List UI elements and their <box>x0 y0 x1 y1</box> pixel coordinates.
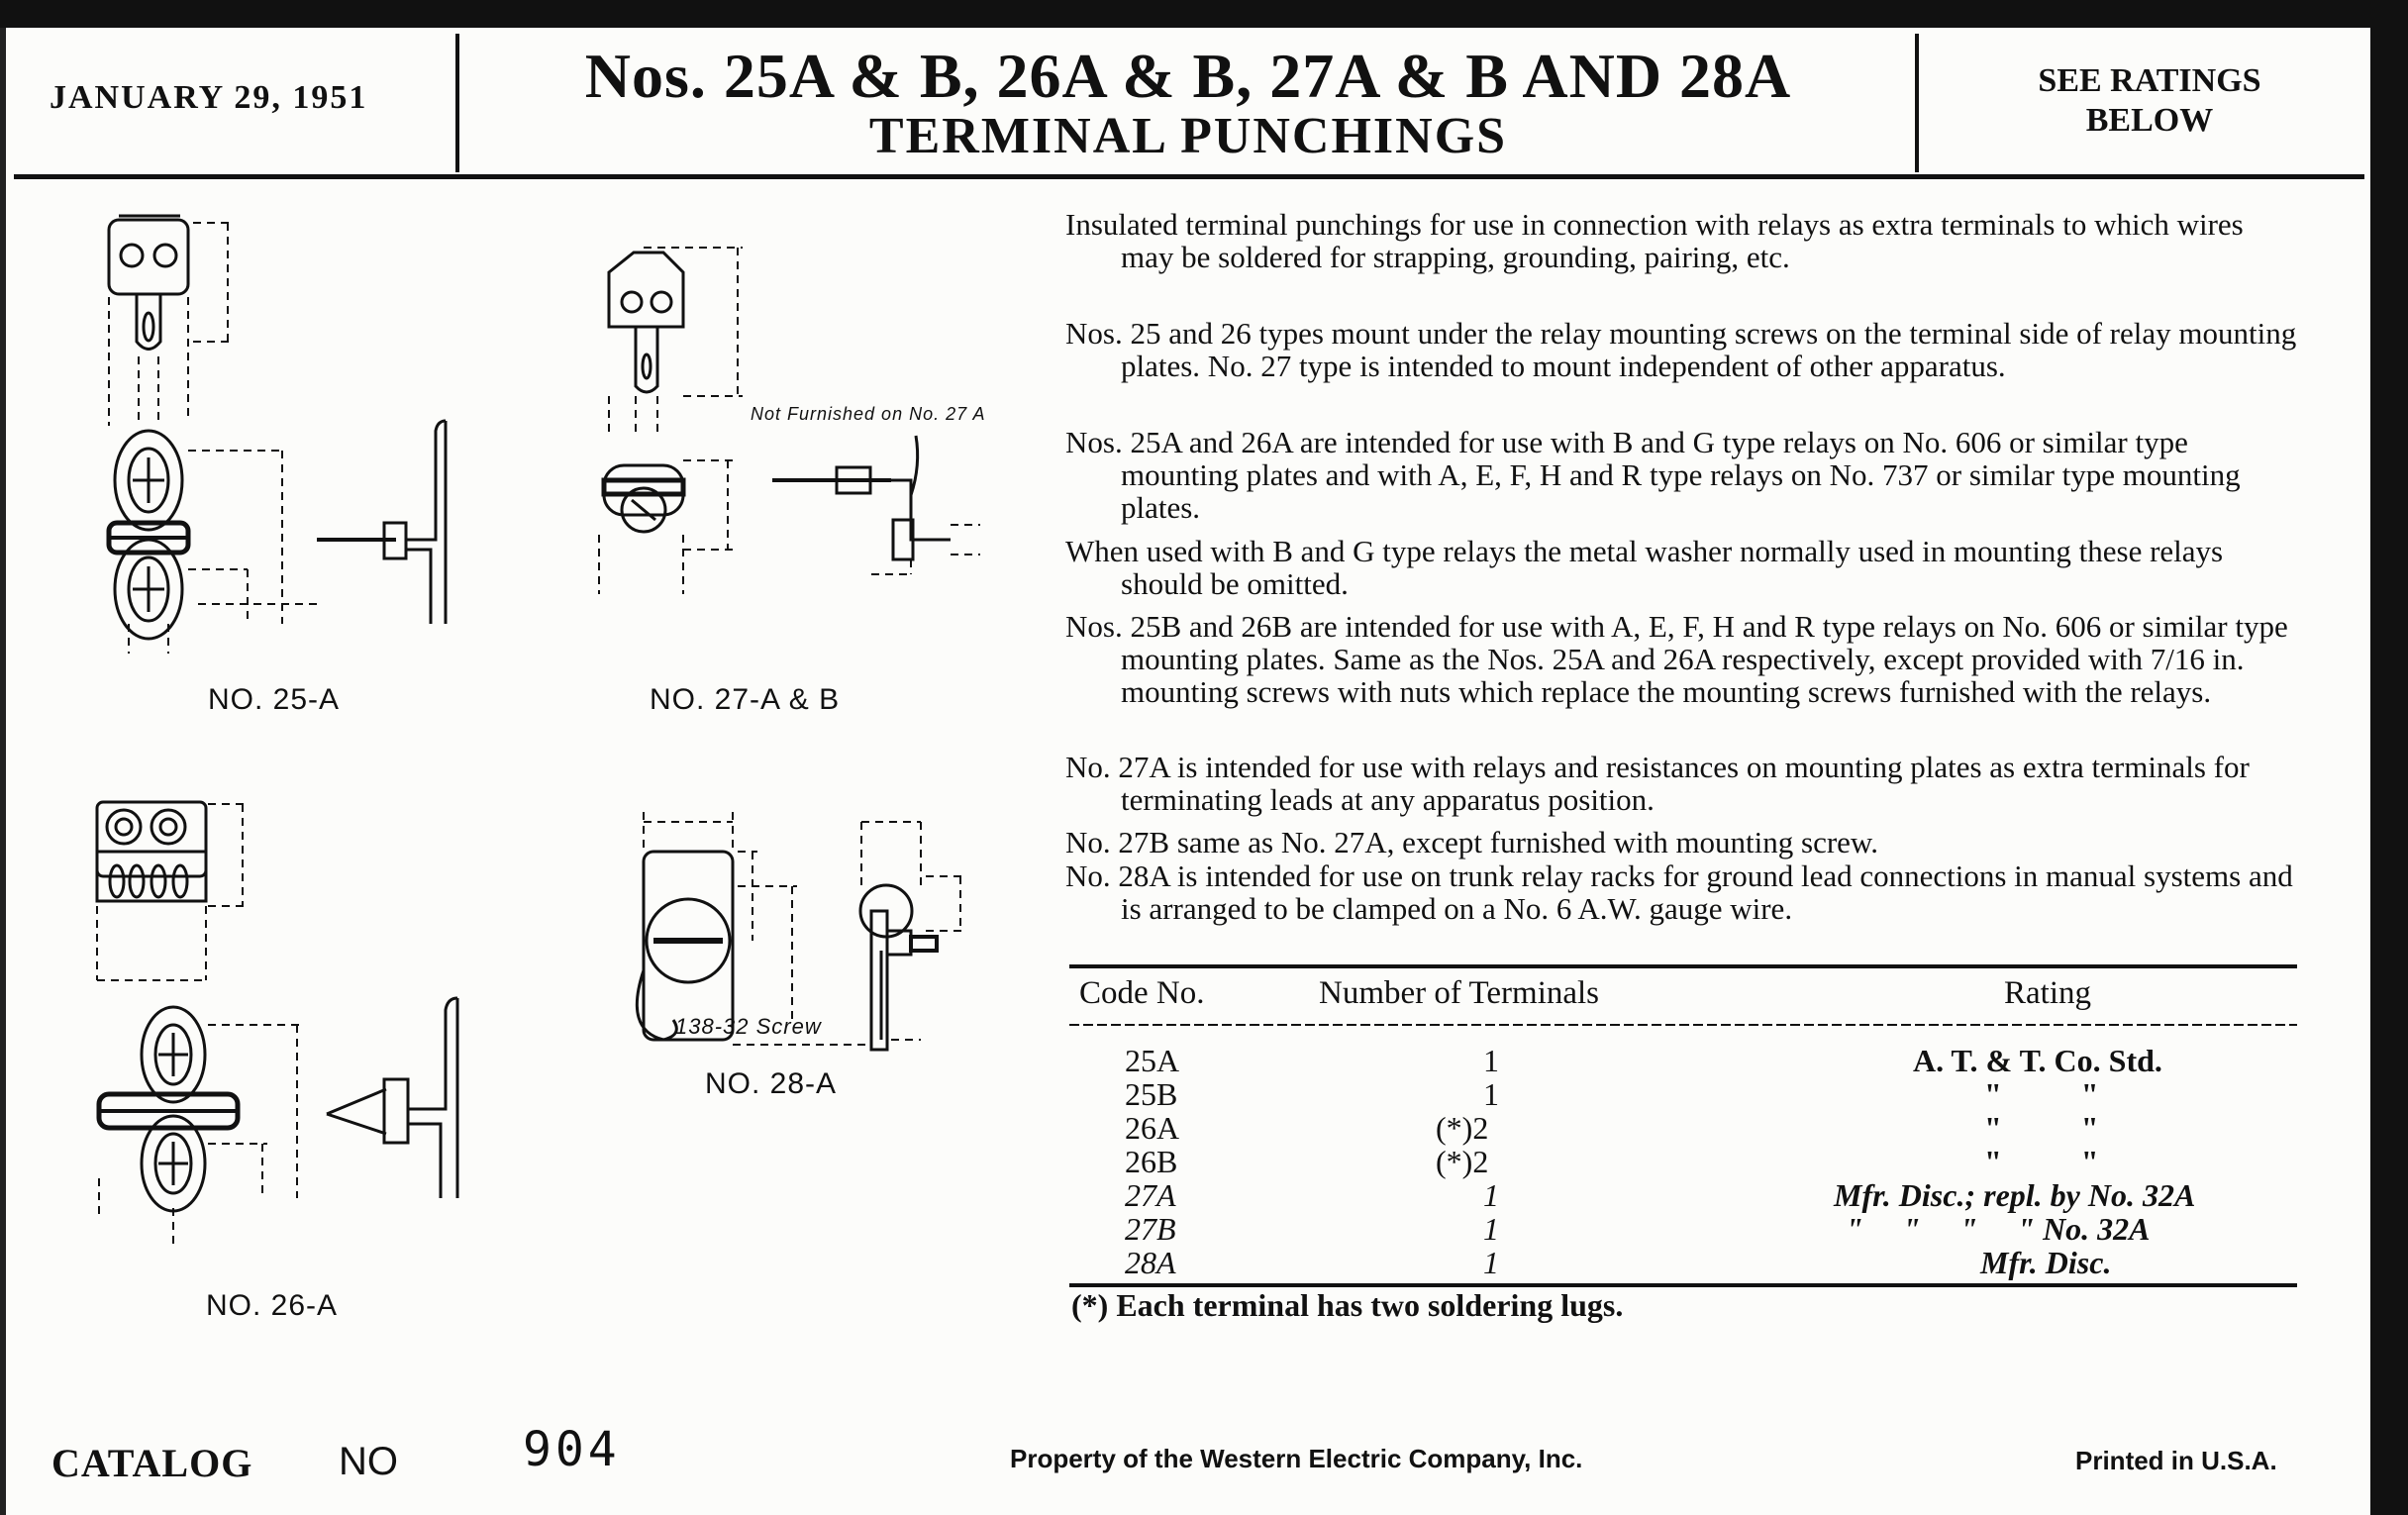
header-date: JANUARY 29, 1951 <box>50 79 368 116</box>
page-subtitle: TERMINAL PUNCHINGS <box>868 108 1508 164</box>
table-cell-code: 26A <box>1125 1110 1180 1146</box>
table-cell-rating: " " <box>1984 1144 2099 1179</box>
figure-27ab-label: NO. 27-A & B <box>650 683 841 716</box>
table-cell-terminals: 1 <box>1483 1043 1499 1078</box>
figure-25a-label: NO. 25-A <box>208 683 341 716</box>
ratings-note <box>1927 61 2372 141</box>
page-title: Nos. 25A & B, 26A & B, 27A & B AND 28A <box>584 41 1792 111</box>
table-footnote: (*) Each terminal has two soldering lugs. <box>1071 1287 1624 1323</box>
description-paragraph-7: No. 27B same as No. 27A, except furnished with mounting screw. <box>1065 825 1879 859</box>
figure-27ab-note: Not Furnished on No. 27 A <box>751 404 986 424</box>
table-header-rating: Rating <box>2004 975 2091 1011</box>
figure-26a-drawing <box>69 782 485 1258</box>
figure-28a-label: NO. 28-A <box>705 1067 838 1100</box>
description-paragraph-4: When used with B and G type relays the metal washer normally used in mounting these relays should be omitted. <box>1065 534 2224 601</box>
table-cell-rating: Mfr. Disc.; repl. by No. 32A <box>1834 1177 2196 1213</box>
footer-printed-in: Printed in U.S.A. <box>2075 1446 2277 1475</box>
scan-edge-left <box>0 28 6 1515</box>
figure-27ab-drawing <box>574 238 1010 634</box>
table-top-rule <box>1069 964 2297 968</box>
ratings-line2: BELOW <box>2085 102 2214 139</box>
table-cell-code: 25B <box>1125 1076 1178 1112</box>
table-cell-terminals: 1 <box>1483 1211 1499 1247</box>
table-cell-terminals: (*)2 <box>1436 1144 1489 1179</box>
table-cell-rating: A. T. & T. Co. Std. <box>1913 1043 2162 1078</box>
scan-edge-right <box>2370 0 2408 1515</box>
table-cell-terminals: (*)2 <box>1436 1110 1489 1146</box>
description-paragraph-6: No. 27A is intended for use with relays and resistances on mounting plates as extra terminals for terminating leads at any apparatus position. <box>1065 750 2250 817</box>
header-divider-right <box>1915 34 1919 172</box>
scan-edge-top <box>0 0 2408 28</box>
header-rule <box>14 174 2364 179</box>
table-cell-rating: Mfr. Disc. <box>1980 1245 2112 1280</box>
table-cell-terminals: 1 <box>1483 1245 1499 1280</box>
figure-25a-drawing <box>69 208 485 673</box>
figure-28a-screw-label: 138-32 Screw <box>675 1014 822 1039</box>
figure-26a-label: NO. 26-A <box>206 1289 339 1322</box>
table-cell-rating: " " <box>1984 1076 2099 1112</box>
footer-property-notice: Property of the Western Electric Company, Inc. <box>1010 1444 1583 1473</box>
ratings-line1: SEE RATINGS <box>2038 62 2261 99</box>
table-cell-code: 28A <box>1125 1245 1176 1280</box>
table-cell-rating: " " " " No. 32A <box>1846 1211 2151 1247</box>
description-paragraph-5: Nos. 25B and 26B are intended for use with A, E, F, H and R type relays on No. 606 or similar type mounting plates. Same as the Nos. 25A and 26A respectively, except provided with 7/16 in. mounting screws with nuts which replace the mounting screws furnished with the relays. <box>1065 609 2288 709</box>
header-divider-left <box>455 34 459 172</box>
description-paragraph-8: No. 28A is intended for use on trunk relay racks for ground lead connections in manual systems and is arranged to be clamped on a No. 6 A.W. gauge wire. <box>1065 858 2293 926</box>
footer-catalog-number: 904 <box>523 1422 621 1477</box>
table-cell-terminals: 1 <box>1483 1076 1499 1112</box>
description-paragraph-1: Insulated terminal punchings for use in connection with relays as extra terminals to which wires may be soldered for strapping, grounding, pairing, etc. <box>1065 207 2244 274</box>
table-cell-code: 25A <box>1125 1043 1180 1078</box>
table-header-code: Code No. <box>1079 975 1205 1011</box>
table-header-terminals: Number of Terminals <box>1319 975 1600 1011</box>
description-paragraph-3: Nos. 25A and 26A are intended for use with B and G type relays on No. 606 or similar type mounting plates and with A, E, F, H and R type relays on No. 737 or similar type mounting plates. <box>1065 425 2241 525</box>
footer-no-label: NO <box>339 1440 398 1483</box>
table-cell-code: 27A <box>1125 1177 1176 1213</box>
footer-catalog-label: CATALOG <box>51 1441 253 1485</box>
table-cell-rating: " " <box>1984 1110 2099 1146</box>
description-paragraph-2: Nos. 25 and 26 types mount under the relay mounting screws on the terminal side of relay mounting plates. No. 27 type is intended to mount independent of other apparatus. <box>1065 316 2297 383</box>
table-cell-code: 27B <box>1125 1211 1176 1247</box>
table-cell-terminals: 1 <box>1483 1177 1499 1213</box>
table-cell-code: 26B <box>1125 1144 1178 1179</box>
table-header-rule <box>1069 1024 2297 1026</box>
